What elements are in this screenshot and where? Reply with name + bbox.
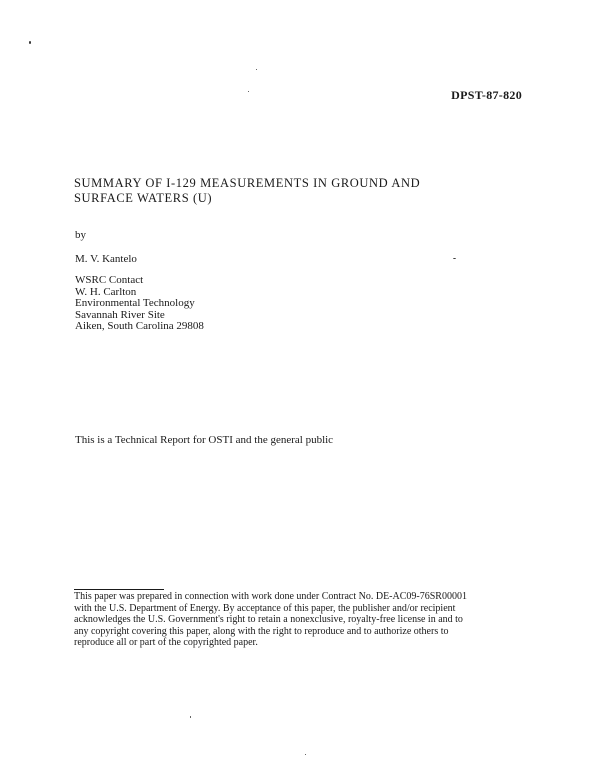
contact-line: WSRC Contact [75, 274, 144, 286]
title-line: SUMMARY OF I-129 MEASUREMENTS IN GROUND AND [74, 176, 421, 190]
scan-speck [190, 716, 191, 718]
footnote-divider [74, 589, 164, 590]
contact-line: Aiken, South Carolina 29808 [75, 320, 204, 332]
contact-line: Environmental Technology [75, 297, 195, 309]
contact-block [75, 275, 204, 333]
scan-speck [256, 69, 257, 70]
footnote-line: any copyright covering this paper, along with the right to reproduce and to authorize others to [74, 625, 449, 637]
scan-speck [305, 754, 306, 755]
document-title [74, 176, 494, 206]
report-statement: This is a Technical Report for OSTI and the general public [75, 434, 334, 446]
scan-speck [453, 258, 456, 259]
scan-speck [248, 91, 249, 92]
by-label: by [75, 229, 86, 241]
scan-speck [29, 41, 31, 44]
document-number: DPST-87-820 [451, 88, 522, 102]
footnote-line: reproduce all or part of the copyrighted paper. [74, 637, 258, 648]
footnote-line: with the U.S. Department of Energy. By acceptance of this paper, the publisher and/or recipient [74, 602, 456, 614]
title-line: SURFACE WATERS (U) [74, 191, 213, 205]
footnote-line: This paper was prepared in connection with work done under Contract No. DE-AC09-76SR00001 [74, 591, 467, 602]
contact-line: W. H. Carlton [75, 285, 137, 298]
author-name: M. V. Kantelo [75, 253, 137, 265]
footnote [74, 591, 526, 649]
footnote-line: acknowledges the U.S. Government's right to retain a nonexclusive, royalty-free license in and to [74, 614, 463, 625]
contact-line: Savannah River Site [75, 308, 165, 321]
